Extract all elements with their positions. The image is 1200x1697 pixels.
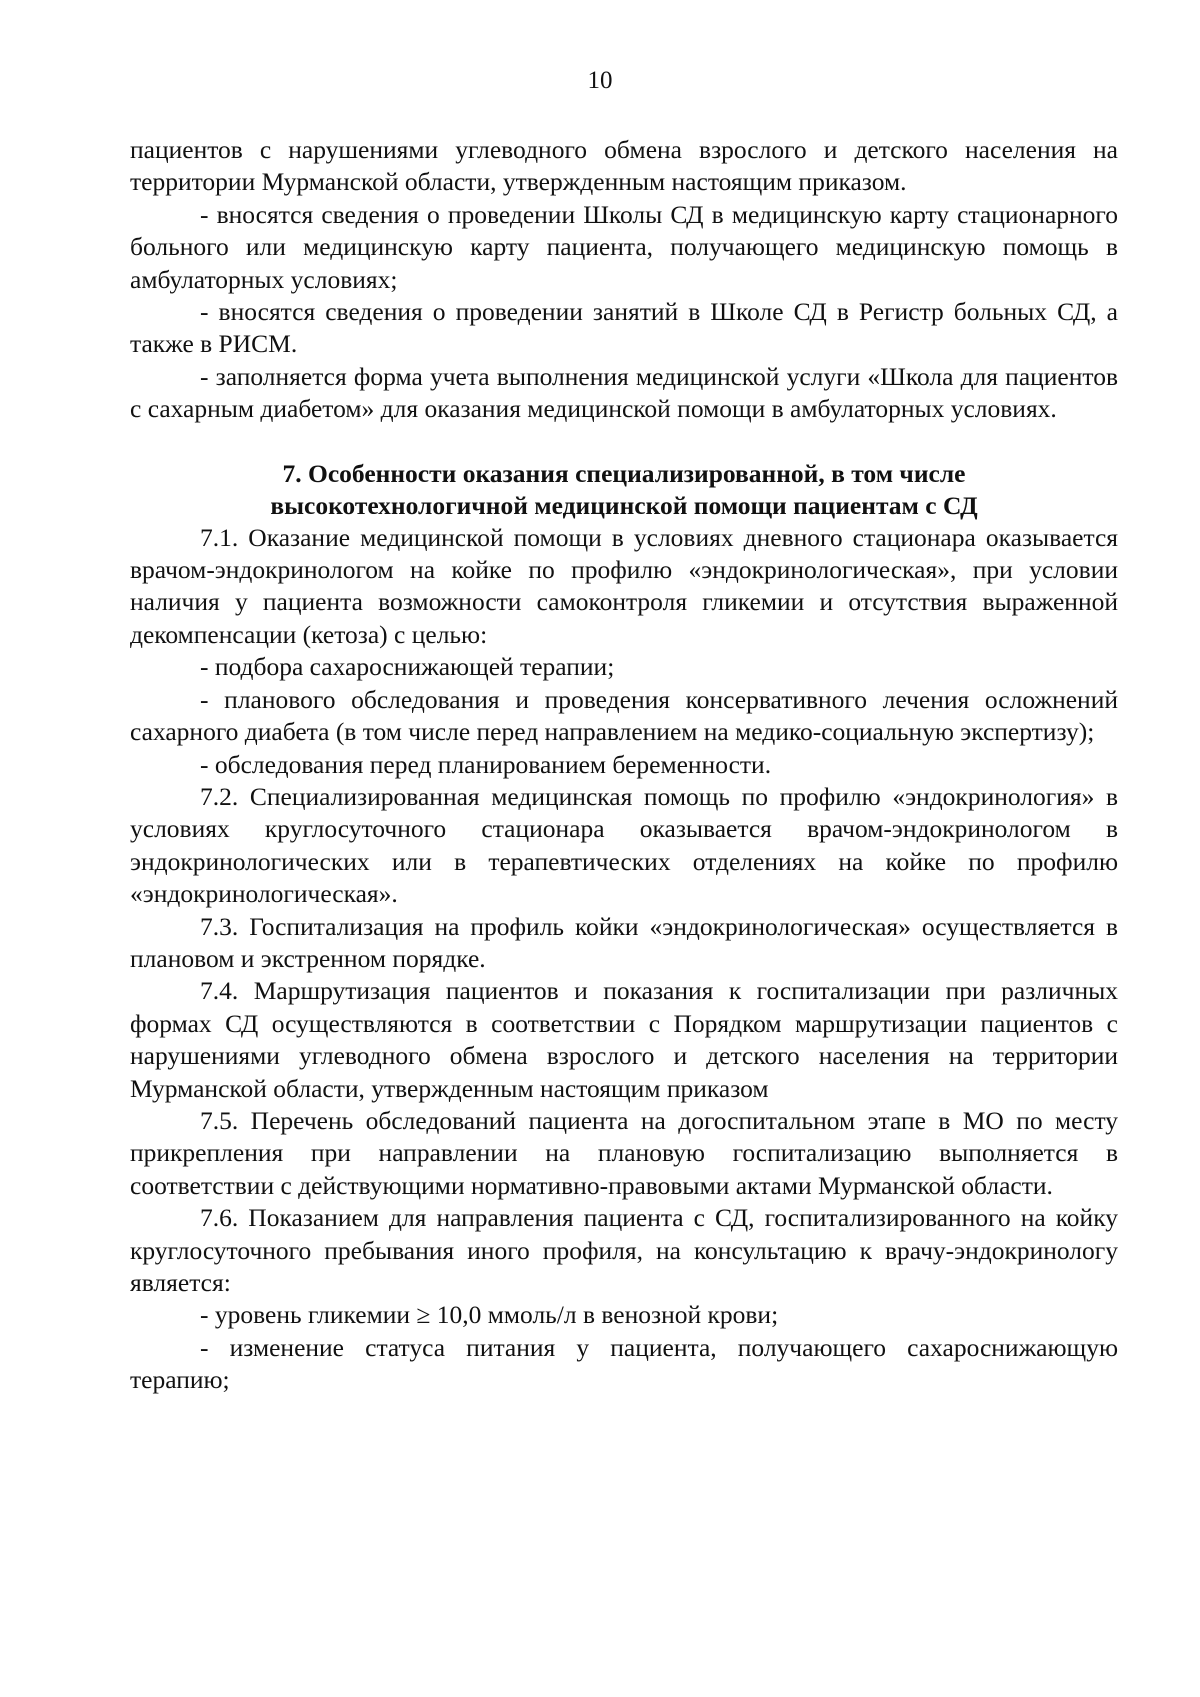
paragraph-7-2: 7.2. Специализированная медицинская помощь по профилю «эндокринология» в условиях круглосуточного стационара оказывается врачом-эндокринологом в эндокринологических или в терапевтических отделениях на койке по профилю «эндокринологическая». [130,781,1118,909]
paragraph-intro-continuation: пациентов с нарушениями углеводного обмена взрослого и детского населения на территории Мурманской области, утвержденным настоящим приказом. [130,135,1118,197]
document-body [130,134,1118,1397]
section-heading-line-1: 7. Особенности оказания специализированной, в том числе [282,458,966,488]
list-item: - планового обследования и проведения консервативного лечения осложнений сахарного диабета (в том числе перед направлением на медико-социальную экспертизу); [130,684,1118,747]
list-item: - изменение статуса питания у пациента, получающего сахароснижающую терапию; [130,1332,1118,1395]
list-item: - уровень гликемии ≥ 10,0 ммоль/л в венозной крови; [200,1300,779,1330]
list-item: - обследования перед планированием беременности. [200,749,772,779]
page-number: 10 [587,67,613,94]
paragraph-7-4: 7.4. Маршрутизация пациентов и показания к госпитализации при различных формах СД осуществляются в соответствии с Порядком маршрутизации пациентов с нарушениями углеводного обмена взрослого и детского населения на территории Мурманской области, утвержденным настоящим приказом [130,976,1118,1103]
section-heading-line-2: высокотехнологичной медицинской помощи пациентам с СД [270,490,978,520]
paragraph-7-1: 7.1. Оказание медицинской помощи в условиях дневного стационара оказывается врачом-эндокринологом на койке по профилю «эндокринологическая», при условии наличия у пациента возможности самоконтроля гликемии и отсутствия выраженной декомпенсации (кетоза) с целью: [130,522,1118,649]
paragraph-7-6: 7.6. Показанием для направления пациента с СД, госпитализированного на койку круглосуточного пребывания иного профиля, на консультацию к врачу-эндокринологу является: [130,1203,1118,1297]
list-item: - вносятся сведения о проведении Школы СД в медицинскую карту стационарного больного или медицинскую карту пациента, получающего медицинскую помощь в амбулаторных условиях; [130,199,1118,294]
paragraph-7-3: 7.3. Госпитализация на профиль койки «эндокринологическая» осуществляется в плановом и экстренном порядке. [130,911,1118,973]
section-heading [130,458,1118,522]
list-item: - вносятся сведения о проведении занятий в Школе СД в Регистр больных СД, а также в РИСМ. [130,297,1118,359]
paragraph-7-5: 7.5. Перечень обследований пациента на догоспитальном этапе в МО по месту прикрепления при направлении на плановую госпитализацию выполняется в соответствии с действующими нормативно-правовыми актами Мурманской области. [130,1105,1118,1200]
list-item: - подбора сахароснижающей терапии; [200,652,615,682]
list-item: - заполняется форма учета выполнения медицинской услуги «Школа для пациентов с сахарным диабетом» для оказания медицинской помощи в амбулаторных условиях. [130,361,1118,424]
